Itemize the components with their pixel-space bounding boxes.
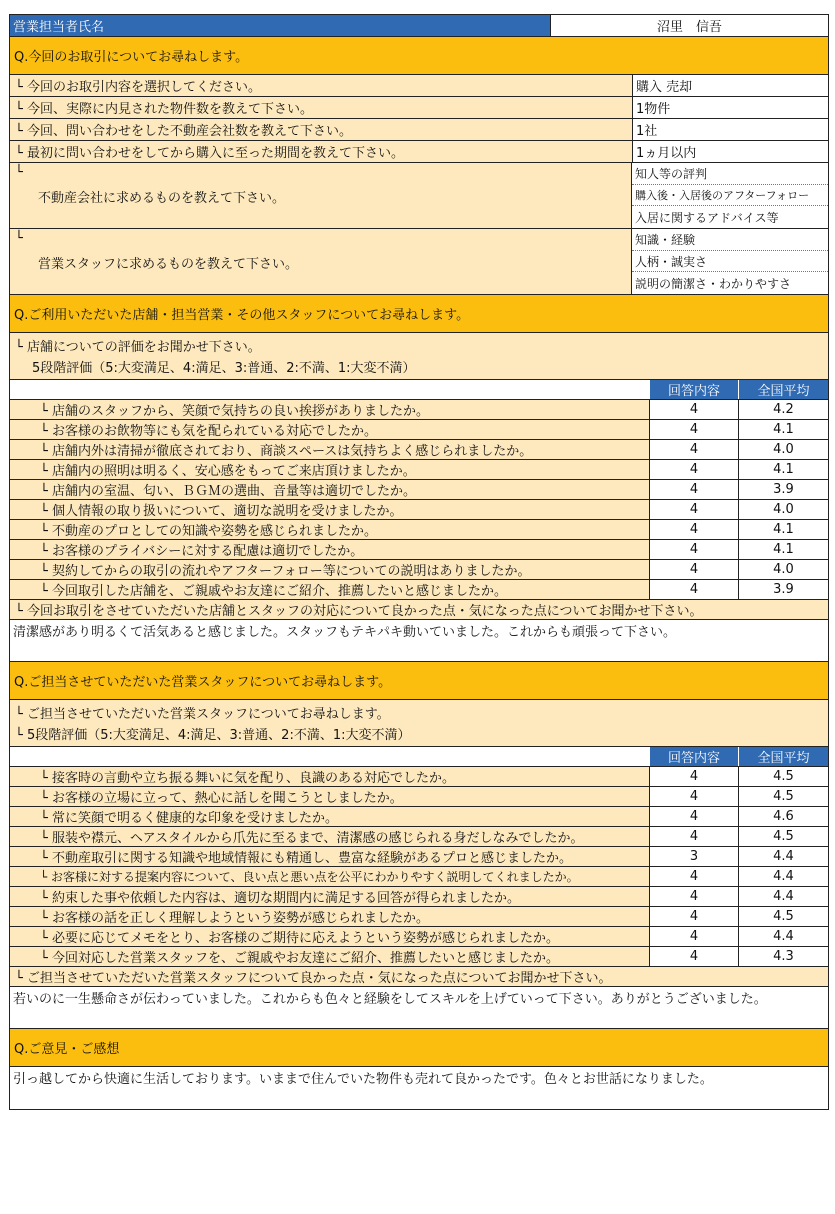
rating-row [10, 947, 828, 967]
rating-question: └ 今回対応した営業スタッフを、ご親戚やお友達にご紹介、推薦したいと感じましたか。 [10, 947, 649, 966]
rating-average: 4.4 [738, 847, 828, 866]
rating-answer: 4 [649, 400, 738, 419]
rating-average: 4.5 [738, 787, 828, 806]
rating-average: 4.0 [738, 560, 828, 579]
rating-average: 4.5 [738, 907, 828, 926]
rating-question: └ 不動産取引に関する知識や地域情報にも精通し、豊富な経験があるプロと感じましたか。 [10, 847, 649, 866]
section-staff-title: Q.ご担当させていただいた営業スタッフについてお尋ねします。 [10, 662, 828, 700]
store-comment: 清潔感があり明るくて活気あると感じました。スタッフもテキパキ動いていました。これからも頑張って下さい。 [10, 620, 828, 662]
rating-row [10, 540, 828, 560]
rating-row [10, 520, 828, 540]
rating-question: └ 服装や襟元、ヘアスタイルから爪先に至るまで、清潔感の感じられる身だしなみでしたか。 [10, 827, 649, 846]
rating-row [10, 580, 828, 600]
staff-intro-line2: └ 5段階評価（5:大変満足、4:満足、3:普通、2:不満、1:大変不満） [15, 728, 411, 743]
rating-question: └ 不動産のプロとしての知識や姿勢を感じられましたか。 [10, 520, 649, 539]
store-col-header [10, 380, 828, 400]
rating-row [10, 400, 828, 420]
transaction-question: └ 今回、実際に内見された物件数を教えて下さい。 [10, 97, 632, 118]
transaction-row [10, 119, 828, 141]
multi-mark: └ [15, 231, 23, 246]
rating-average: 4.6 [738, 807, 828, 826]
transaction-question: └ 今回、問い合わせをした不動産会社数を教えて下さい。 [10, 119, 632, 140]
multi-mark: └ [15, 165, 23, 180]
rating-row [10, 927, 828, 947]
transaction-row [10, 141, 828, 163]
rating-question: └ お客様のプライバシーに対する配慮は適切でしたか。 [10, 540, 649, 559]
store-intro-line1: └ 店舗についての評価をお聞かせ下さい。 [15, 340, 261, 355]
rating-row [10, 907, 828, 927]
rating-answer: 4 [649, 907, 738, 926]
rating-question: └ 常に笑顔で明るく健康的な印象を受けましたか。 [10, 807, 649, 826]
rating-answer: 4 [649, 480, 738, 499]
rating-answer: 4 [649, 827, 738, 846]
rating-row [10, 887, 828, 907]
section-transaction-title: Q.今回のお取引についてお尋ねします。 [10, 37, 828, 75]
rating-question: └ 今回取引した店舗を、ご親戚やお友達にご紹介、推薦したいと感じましたか。 [10, 580, 649, 599]
rating-question: └ お客様の話を正しく理解しようという姿勢が感じられましたか。 [10, 907, 649, 926]
rating-row [10, 807, 828, 827]
staff-comment-question: └ ご担当させていただいた営業スタッフについて良かった点・気になった点についてお聞かせ下さい。 [10, 967, 828, 987]
transaction-row [10, 97, 828, 119]
rating-average: 4.4 [738, 867, 828, 886]
rating-row [10, 420, 828, 440]
transaction-answer: 1社 [632, 119, 828, 140]
answer-item: 説明の簡潔さ・わかりやすさ [635, 276, 792, 291]
transaction-answer: 購入 売却 [632, 75, 828, 96]
rating-answer: 4 [649, 560, 738, 579]
staff-comment: 若いのに一生懸命さが伝わっていました。これからも色々と経験をしてスキルを上げていって下さい。ありがとうございました。 [10, 987, 828, 1029]
survey-sheet [9, 14, 829, 1110]
rating-average: 4.1 [738, 420, 828, 439]
rating-average: 3.9 [738, 580, 828, 599]
rating-answer: 4 [649, 927, 738, 946]
rating-answer: 3 [649, 847, 738, 866]
answer-item: 購入後・入居後のアフターフォロー [632, 185, 828, 207]
rating-average: 4.1 [738, 540, 828, 559]
multi-answer-row-company [10, 163, 828, 229]
rating-average: 4.0 [738, 440, 828, 459]
staff-intro-line1: └ ご担当させていただいた営業スタッフについてお尋ねします。 [15, 707, 390, 722]
rating-question: └ 店舗内の室温、匂い、ＢＧＭの選曲、音量等は適切でしたか。 [10, 480, 649, 499]
transaction-row [10, 75, 828, 97]
staff-intro [10, 700, 828, 747]
rating-answer: 4 [649, 867, 738, 886]
rating-average: 4.5 [738, 767, 828, 786]
opinion-comment: 引っ越してから快適に生活しております。いままで住んでいた物件も売れて良かったです。色々とお世話になりました。 [10, 1067, 828, 1109]
rating-row [10, 847, 828, 867]
rating-row [10, 827, 828, 847]
rating-question: └ 個人情報の取り扱いについて、適切な説明を受けましたか。 [10, 500, 649, 519]
transaction-answer: 1ヵ月以内 [632, 141, 828, 162]
answer-item: 知識・経験 [632, 229, 828, 251]
staff-name-label: 営業担当者氏名 [10, 15, 550, 36]
multi-question: 営業スタッフに求めるものを教えて下さい。 [38, 257, 299, 272]
section-store-title: Q.ご利用いただいた店舗・担当営業・その他スタッフについてお尋ねします。 [10, 295, 828, 333]
rating-average: 4.1 [738, 520, 828, 539]
col-average: 全国平均 [738, 380, 828, 399]
rating-question: └ 契約してからの取引の流れやアフターフォロー等についての説明はありましたか。 [10, 560, 649, 579]
rating-question: └ お客様の立場に立って、熱心に話しを聞こうとしましたか。 [10, 787, 649, 806]
rating-answer: 4 [649, 887, 738, 906]
multi-answers-company [631, 163, 828, 228]
rating-question: └ 店舗のスタッフから、笑顔で気持ちの良い挨拶がありましたか。 [10, 400, 649, 419]
answer-item: 知人等の評判 [632, 163, 828, 185]
section-opinion-title: Q.ご意見・ご感想 [10, 1029, 828, 1067]
store-intro-line2: 5段階評価（5:大変満足、4:満足、3:普通、2:不満、1:大変不満） [32, 361, 416, 376]
rating-average: 3.9 [738, 480, 828, 499]
col-average: 全国平均 [738, 747, 828, 766]
rating-average: 4.0 [738, 500, 828, 519]
rating-average: 4.4 [738, 887, 828, 906]
rating-question: └ 店舗内の照明は明るく、安心感をもってご来店頂けましたか。 [10, 460, 649, 479]
rating-answer: 4 [649, 460, 738, 479]
rating-answer: 4 [649, 420, 738, 439]
multi-answers-staff [631, 229, 828, 294]
rating-question: └ 約束した事や依頼した内容は、適切な期間内に満足する回答が得られましたか。 [10, 887, 649, 906]
rating-question: └ 店舗内外は清掃が徹底されており、商談スペースは気持ちよく感じられましたか。 [10, 440, 649, 459]
rating-row [10, 867, 828, 887]
rating-row [10, 787, 828, 807]
rating-row [10, 440, 828, 460]
rating-row [10, 500, 828, 520]
multi-answer-row-staff [10, 229, 828, 295]
store-intro [10, 333, 828, 380]
rating-answer: 4 [649, 767, 738, 786]
rating-row [10, 460, 828, 480]
rating-average: 4.3 [738, 947, 828, 966]
staff-col-header [10, 747, 828, 767]
col-answer: 回答内容 [649, 747, 738, 766]
rating-question: └ お客様のお飲物等にも気を配られている対応でしたか。 [10, 420, 649, 439]
rating-average: 4.2 [738, 400, 828, 419]
col-answer: 回答内容 [649, 380, 738, 399]
rating-average: 4.5 [738, 827, 828, 846]
answer-item: 入居に関するアドバイス等 [635, 210, 779, 225]
multi-question: 不動産会社に求めるものを教えて下さい。 [38, 191, 286, 206]
rating-answer: 4 [649, 787, 738, 806]
rating-average: 4.1 [738, 460, 828, 479]
transaction-question: └ 最初に問い合わせをしてから購入に至った期間を教えて下さい。 [10, 141, 632, 162]
rating-row [10, 767, 828, 787]
rating-answer: 4 [649, 580, 738, 599]
rating-question: └ 必要に応じてメモをとり、お客様のご期待に応えようという姿勢が感じられましたか。 [10, 927, 649, 946]
rating-average: 4.4 [738, 927, 828, 946]
rating-answer: 4 [649, 947, 738, 966]
rating-answer: 4 [649, 500, 738, 519]
staff-name-value: 沼里 信吾 [550, 15, 828, 36]
rating-answer: 4 [649, 807, 738, 826]
rating-answer: 4 [649, 540, 738, 559]
staff-name-row [10, 15, 828, 37]
rating-answer: 4 [649, 520, 738, 539]
rating-question: └ お客様に対する提案内容について、良い点と悪い点を公平にわかりやすく説明してくれましたか。 [10, 867, 649, 886]
rating-answer: 4 [649, 440, 738, 459]
rating-row [10, 480, 828, 500]
rating-row [10, 560, 828, 580]
transaction-question: └ 今回のお取引内容を選択してください。 [10, 75, 632, 96]
answer-item: 人柄・誠実さ [632, 251, 828, 273]
store-comment-question: └ 今回お取引をさせていただいた店舗とスタッフの対応について良かった点・気になった点についてお聞かせ下さい。 [10, 600, 828, 620]
rating-question: └ 接客時の言動や立ち振る舞いに気を配り、良識のある対応でしたか。 [10, 767, 649, 786]
transaction-answer: 1物件 [632, 97, 828, 118]
